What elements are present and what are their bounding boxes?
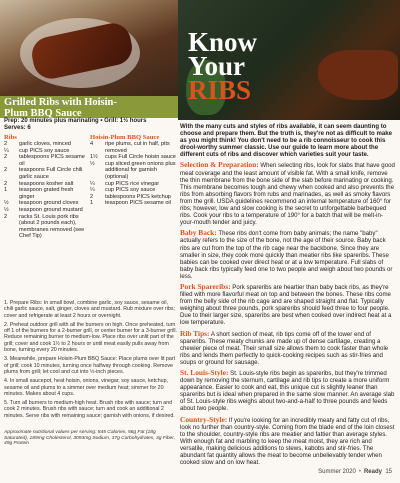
ingredient-text: tablespoons PICS sesame oil xyxy=(19,154,85,167)
ingredient-text: cup PICS rice vinegar xyxy=(105,180,160,187)
recipe-step: 3. Meanwhile, prepare Hoisin-Plum BBQ Sauce: Place plums over lit part of grill; cook 10 minutes, turning once halfway through cooking. Remove plums from grill; let cool and cut into ½-inch pieces. xyxy=(4,356,176,375)
section-heading: Country-Style: xyxy=(180,414,228,424)
section-heading: Rib Tips: xyxy=(180,328,210,338)
section-heading: Pork Spareribs: xyxy=(180,281,231,291)
recipe-title xyxy=(0,96,178,118)
article-section xyxy=(180,369,396,413)
recipe-steps xyxy=(4,300,178,422)
ingredient-text: cup PICS soy sauce xyxy=(105,187,156,194)
ingredient-item xyxy=(90,161,178,181)
ribs-ingredients xyxy=(4,134,90,240)
ingredient-amount: ½ xyxy=(4,206,9,213)
ingredient-text: teaspoon grated fresh ginger xyxy=(19,187,74,200)
ingredient-item xyxy=(90,141,178,154)
ingredient-amount: 2 xyxy=(4,180,8,187)
recipe-title-line-1: Grilled Ribs with Hoisin- xyxy=(4,97,117,108)
ingredient-item xyxy=(90,194,178,201)
recipe-step: 5. Turn all burners to medium-high heat. Brush ribs with sauce; turn and cook 2 minutes. Brush ribs with sauce; turn and cook an additional 2 minutes. Serve ribs with remaining sauce; garnish with onions, if desired. xyxy=(4,400,175,419)
ingredient-text: teaspoon ground cloves xyxy=(19,200,79,207)
ingredient-amount: 1 xyxy=(90,200,94,207)
ingredient-amount: 1½ xyxy=(90,154,98,161)
article-section xyxy=(180,330,396,366)
ingredient-item xyxy=(90,181,178,188)
serves: Serves: 6 xyxy=(4,125,31,131)
ingredient-text: garlic cloves, minced xyxy=(19,141,71,147)
ingredient-item xyxy=(90,154,178,161)
article-section xyxy=(180,161,396,226)
ingredient-amount: 2 xyxy=(4,141,8,147)
ingredient-amount: ½ xyxy=(90,160,95,167)
section-text: St. Louis-style ribs begin as spareribs, but they're trimmed down by removing the sternum, cartilage and rib tips to create a more uniform appearance. Easier to cook and eat, this unique cut is slightly leaner than spareribs but is ideal when prepared in the same slow manner. An average slab of St. Louis-style ribs weighs about two-and-a-half to three pounds and feeds about two people. xyxy=(180,370,395,413)
ingredient-text: teaspoons kosher salt xyxy=(19,180,74,187)
ribs-photo xyxy=(0,0,178,96)
recipe-step: 4. In small saucepot, heat hoisin, onions, vinegar, soy sauce, ketchup, sesame oil and plums to a simmer over medium heat; simmer for 20 minutes. Makes about 4 cups. xyxy=(4,378,169,397)
ingredient-amount: ½ xyxy=(4,200,9,207)
ingredient-amount: 4 xyxy=(90,141,94,147)
ingredient-text: teaspoon PICS sesame oil xyxy=(105,200,171,207)
section-text: A short section of meat, rib tips come off of the lower end of spareribs. These meaty chunks are made up of dense cartilage, creating a chewier piece of meat. Their small size allows them to cook faster than whole ribs and lends them perfectly to quick-cooking recipes such as stir-fries and soups or ground for sausage. xyxy=(180,330,389,366)
ingredient-amount: 2 xyxy=(4,167,8,174)
section-heading: Selection & Preparation: xyxy=(180,160,259,170)
brand-label: Ready xyxy=(363,469,382,475)
ingredient-item xyxy=(4,207,90,214)
ingredient-item xyxy=(90,200,178,207)
issue-label: Summer 2020 xyxy=(318,469,356,475)
ingredient-item xyxy=(4,187,90,200)
article-sections xyxy=(180,161,396,466)
ingredient-text: cup PICS soy sauce xyxy=(19,147,70,154)
page-number: 15 xyxy=(385,469,392,475)
title-line-1: Know xyxy=(188,27,258,57)
ingredient-item xyxy=(4,200,90,207)
title-line-2: Your xyxy=(188,51,246,81)
sauce-ingredient-list xyxy=(90,141,178,207)
article-section xyxy=(180,229,396,280)
ingredient-text: teaspoons Full Circle chili garlic sauce xyxy=(19,167,83,180)
ingredient-amount: 2 xyxy=(4,213,8,220)
prep-time: Prep: 20 minutes plus marinating • Grill: 1½ hours xyxy=(4,118,147,124)
nutrition-info: Approximate nutritional values per serving: 845 Calories, 56g Fat (18g Saturated), 189mg Cholesterol, 3093mg Sodium, 37g Carbohydrates, 3g Fiber, 49g Protein xyxy=(4,430,175,447)
recipe-step: 2. Preheat outdoor grill with all the burners on high. Once preheated, turn off 1 of the burners for a 2-burner grill, or center burner for a 3-burner grill. Reduce remaining burner to medium-low. Place ribs over unlit part of the grill; cover and cook 1½ to 2 hours or until meat easily pulls away from bone, turning every 20 minutes. xyxy=(4,321,178,354)
sauce-heading: Hoisin-Plum BBQ Sauce xyxy=(90,134,160,141)
ingredient-amount: ¼ xyxy=(90,187,95,194)
title-line-3: RIBS xyxy=(188,75,252,105)
meat-shape xyxy=(318,50,398,100)
ingredient-item xyxy=(4,181,90,188)
section-text: Pork spareribs are heartier than baby back ribs, as they're filled with more flavorful meat on top and between the bones. These ribs come from the belly side of the rib cage and are shaped straight and flat. Typically weighing about three pounds, pork spareribs should feed three to four people. Due to their larger size, spareribs are best when cooked over indirect heat at a low temperature. xyxy=(180,283,392,327)
ingredient-text: cups Full Circle hoisin sauce xyxy=(105,154,176,161)
ingredient-amount: ¼ xyxy=(4,147,9,154)
section-heading: St. Louis-Style: xyxy=(180,368,229,377)
ingredient-item xyxy=(4,141,90,148)
recipe-step: 1. Prepare Ribs: In small bowl, combine garlic, soy sauce, sesame oil, chili garlic sauce, salt, ginger, cloves and mustard. Rub mixture over ribs; cover and refrigerate at least 2 hours or overnight. xyxy=(4,300,176,319)
section-text: These ribs don't come from baby animals; the name "baby" actually refers to the size of the bone, not the age of their source. Baby back ribs are cut from the top of the rib cage near the backbone. Since they are smaller in size, they cook more quickly than meatier ribs like spareribs. These babies can be cooked over direct heat or at a low temperature. Full slabs of baby back ribs typically feed one to two people and weigh about two pounds or less. xyxy=(180,230,393,280)
recipe-title-line-2: Plum BBQ Sauce xyxy=(4,108,82,119)
ingredient-amount: 2 xyxy=(90,193,94,200)
ingredient-text: teaspoon ground mustard xyxy=(19,206,83,213)
ingredient-item xyxy=(4,154,90,167)
ingredient-item xyxy=(4,167,90,180)
ingredient-text: cup sliced green onions plus additional for garnish (optional) xyxy=(105,160,176,180)
article-intro: With the many cuts and styles of ribs available, it can seem daunting to choose and prepare them. But the truth is, they're not as difficult to make as you might think! You don't need to be a rib connoisseur to cook this drool-worthy summer classic. Use our guide to learn more about the different cuts of ribs and discover which varieties suit your taste. xyxy=(180,123,393,159)
ingredient-item xyxy=(4,148,90,155)
section-text: When selecting ribs, look for slabs that have good meat coverage and the least amount of visible fat. With a small knife, remove the thin membrane from the bone side of the slab before marinating or cooking. This membrane becomes tough and chewy when cooked and also prevents the ribs from absorbing flavors from rubs and marinades, as well as smoky flavors from the grill. USDA guidelines recommend an internal temperature of 160° for ribs; however, low and slow cooking is the secret to unforgettable barbequed ribs. Cook your ribs to a temperature of 190° for a batch that will be melt-in-your-mouth tender and juicy. xyxy=(180,162,395,227)
bullet-icon: • xyxy=(358,469,361,475)
section-text: If you're looking for an incredibly meaty and fatty cut of ribs, look no further than country-style. Coming from the blade end of the loin closest to the shoulder, country-style ribs are meatier and fattier than average styles. With enough fat and marbling to keep the meat moist, they are rich and versatile, making delicious additions to stews, kabobs and stir-fries. The abundant fat quantity allows the meat to become unbelievably tender when cooked slow and on low heat. xyxy=(180,416,395,467)
ingredient-text: tablespoons PICS ketchup xyxy=(105,193,171,200)
ingredient-amount: ¼ xyxy=(90,180,95,187)
ingredient-text: ripe plums, cut in half, pits removed xyxy=(105,141,170,154)
page-footer xyxy=(318,469,392,475)
ingredient-amount: 1 xyxy=(4,187,8,194)
ingredient-item xyxy=(4,214,90,240)
article-section xyxy=(180,416,396,467)
article-section xyxy=(180,283,396,327)
ingredient-text: racks St. Louis pork ribs (about 2 pounds each), membranes removed (see Chef Tip) xyxy=(19,213,85,240)
ingredient-amount: 2 xyxy=(4,154,8,161)
page-title xyxy=(188,27,258,105)
ribs-heading: Ribs xyxy=(4,134,17,141)
sauce-ingredients xyxy=(90,134,178,207)
article-body xyxy=(180,123,396,469)
section-heading: Baby Back: xyxy=(180,228,217,238)
ingredient-item xyxy=(90,187,178,194)
recipe-meta xyxy=(4,118,178,132)
ribs-ingredient-list xyxy=(4,141,90,240)
